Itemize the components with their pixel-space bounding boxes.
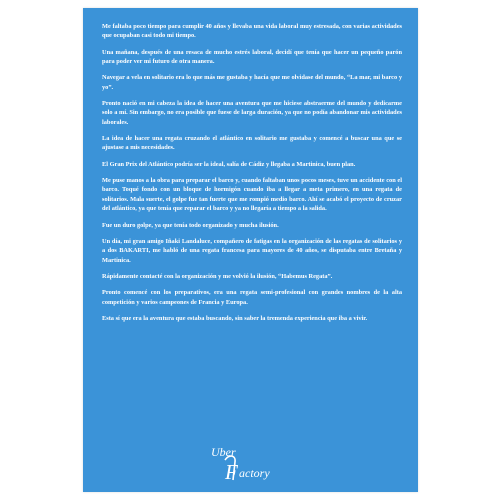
paragraph: Pronto comencé con los preparativos, era una regata semi-profesional con grandes nombres de la alta competición y varios campeones de Francia y Europa. xyxy=(102,289,402,306)
blurb-text xyxy=(102,22,402,330)
paragraph: Navegar a vela en solitario era lo que más me gustaba y hacía que me olvidase del mundo, “La mar, mi barco y yo”. xyxy=(102,74,402,91)
paragraph: Me puse manos a la obra para preparar el barco y, cuando faltaban unos pocos meses, tuve un accidente con el barco. Toqué fondo con un bloque de hormigón cuando iba a llegar a meta primero, en una regata de solitarios. Mala suerte, el golpe fue tan fuerte que me rompió medio barco. Ahí se acabó el proyecto de cruzar del atlántico, ya que tenía que reparar el barco y ya no llegaría a tiempo a la salida. xyxy=(102,177,402,213)
paragraph: Fue un duro golpe, ya que tenía todo organizado y mucha ilusión. xyxy=(102,221,279,229)
logo-word-uber: Uber xyxy=(211,445,236,459)
paragraph: Pronto nació en mi cabeza la idea de hacer una aventura que me hiciese abstraerme del mundo y dedicarme solo a mí. Sin embargo, no era posible que fuese de larga duración, ya que no podía abandonar mis actividades laborales. xyxy=(102,100,402,126)
paragraph: La idea de hacer una regata cruzando el atlántico en solitario me gustaba y comencé a buscar una que se ajustase a mis necesidades. xyxy=(102,135,402,152)
paragraph: Rápidamente contacté con la organización y me volvió la ilusión, “Habemus Regata”. xyxy=(102,272,333,280)
back-cover xyxy=(83,8,418,492)
logo-word-actory: actory xyxy=(239,466,270,480)
paragraph: El Gran Prix del Atlántico podría ser la ideal, salía de Cádiz y llegaba a Martinica, buen plan. xyxy=(102,160,356,168)
uberfactory-logo xyxy=(205,440,297,486)
logo-letter-f: F xyxy=(225,460,238,484)
paragraph: Esta sí que era la aventura que estaba buscando, sin saber la tremenda experiencia que iba a vivir. xyxy=(102,314,368,322)
paragraph: Un día, mi gran amigo Iñaki Landaluce, compañero de fatigas en la organización de las regatas de solitarios y a dos BAKARTI, me habló de una regata francesa para mayores de 40 años, se disputaba entre Bretaña y Martinica. xyxy=(102,237,402,264)
paragraph: Una mañana, después de una resaca de mucho estrés laboral, decidí que tenía que hacer un pequeño parón para poder ver mi futuro de otra manera. xyxy=(102,48,402,66)
paragraph: Me faltaba poco tiempo para cumplir 40 años y llevaba una vida laboral muy estresada, con varias actividades que ocupaban casi todo mi tiempo. xyxy=(102,23,402,40)
